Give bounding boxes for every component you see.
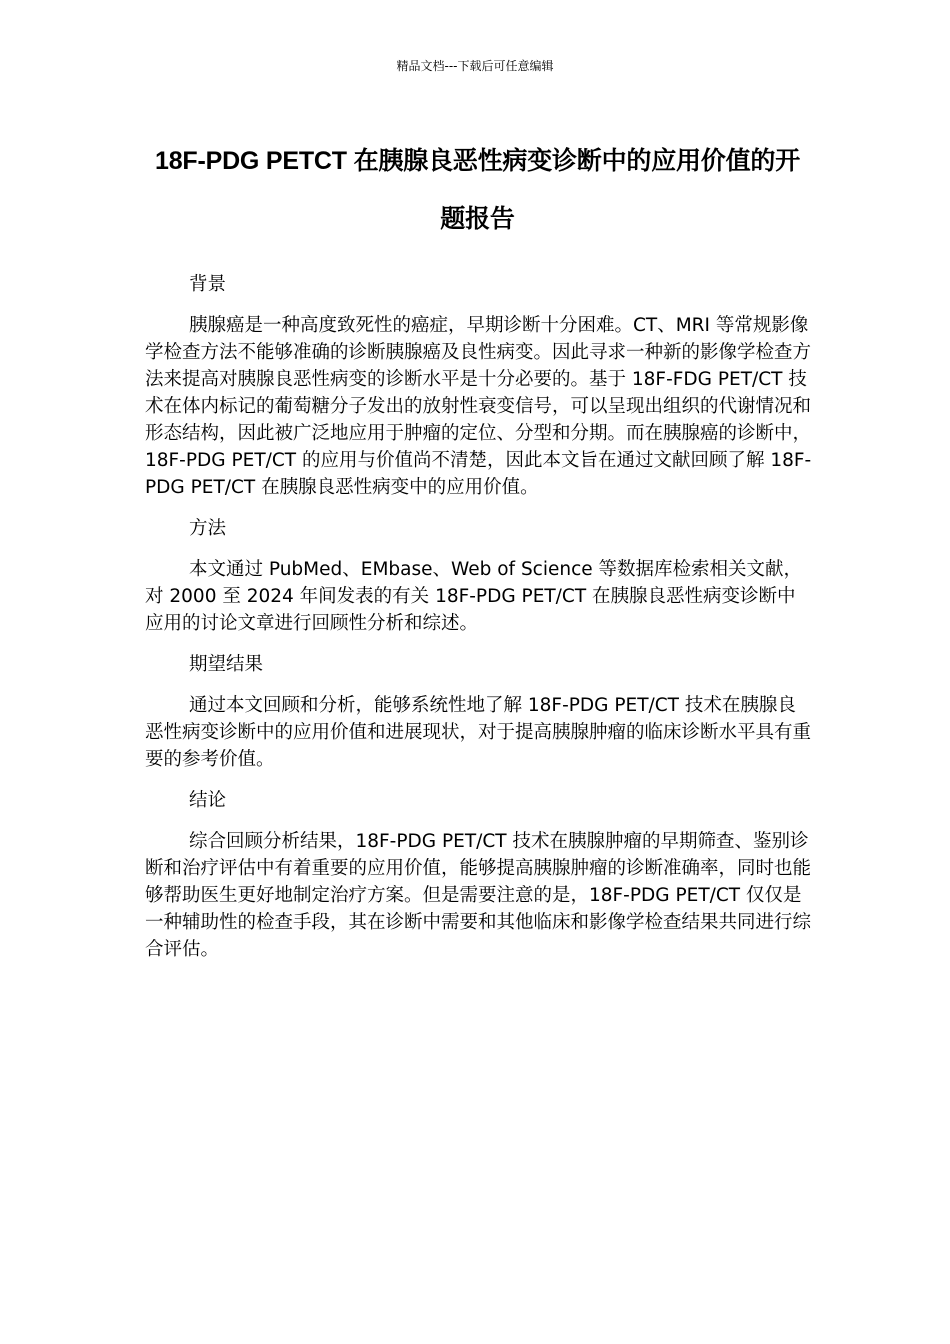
section-paragraph: 综合回顾分析结果，18F-PDG PET/CT 技术在胰腺肿瘤的早期筛查、鉴别诊断和治疗评估中有着重要的应用价值，能够提高胰腺肿瘤的诊断准确率，同时也能够帮助医生更好地制定治疗方案。但是需要注意的是，18F-PDG PET/CT 仅仅是一种辅助性的检查手段，其在诊断中需要和其他临床和影像学检查结果共同进行综合评估。 [145,831,812,960]
section-heading: 方法 [189,518,227,539]
document-body [145,271,813,977]
page-header: 精品文档---下载后可任意编辑 [396,59,554,73]
section-paragraph: 本文通过 PubMed、EMbase、Web of Science 等数据库检索相关文献，对 2000 至 2024 年间发表的有关 18F-PDG PET/CT 在胰腺良恶性病变诊断中应用的讨论文章进行回顾性分析和综述。 [145,559,803,634]
section-paragraph: 通过本文回顾和分析，能够系统性地了解 18F-PDG PET/CT 技术在胰腺良恶性病变诊断中的应用价值和进展现状，对于提高胰腺肿瘤的临床诊断水平具有重要的参考价值。 [145,695,812,770]
section-expected-results [145,651,813,773]
section-background [145,271,813,501]
section-heading: 背景 [189,274,227,295]
section-heading: 期望结果 [189,654,264,675]
section-conclusion [145,787,813,963]
document-title: 18F-PDG PETCT 在胰腺良恶性病变诊断中的应用价值的开题报告 [154,147,801,233]
section-heading: 结论 [189,790,227,811]
section-paragraph: 胰腺癌是一种高度致死性的癌症，早期诊断十分困难。CT、MRI 等常规影像学检查方法不能够准确的诊断胰腺癌及良性病变。因此寻求一种新的影像学检查方法来提高对胰腺良恶性病变的诊断水平是十分必要的。基于 18F-FDG PET/CT 技术在体内标记的葡萄糖分子发出的放射性衰变信号，可以呈现出组织的代谢情况和形态结构，因此被广泛地应用于肿瘤的定位、分型和分期。而在胰腺癌的诊断中，18F-PDG PET/CT 的应用与价值尚不清楚，因此本文旨在通过文献回顾了解 18F-PDG PET/CT 在胰腺良恶性病变中的应用价值。 [145,315,812,498]
section-methods [145,515,813,637]
